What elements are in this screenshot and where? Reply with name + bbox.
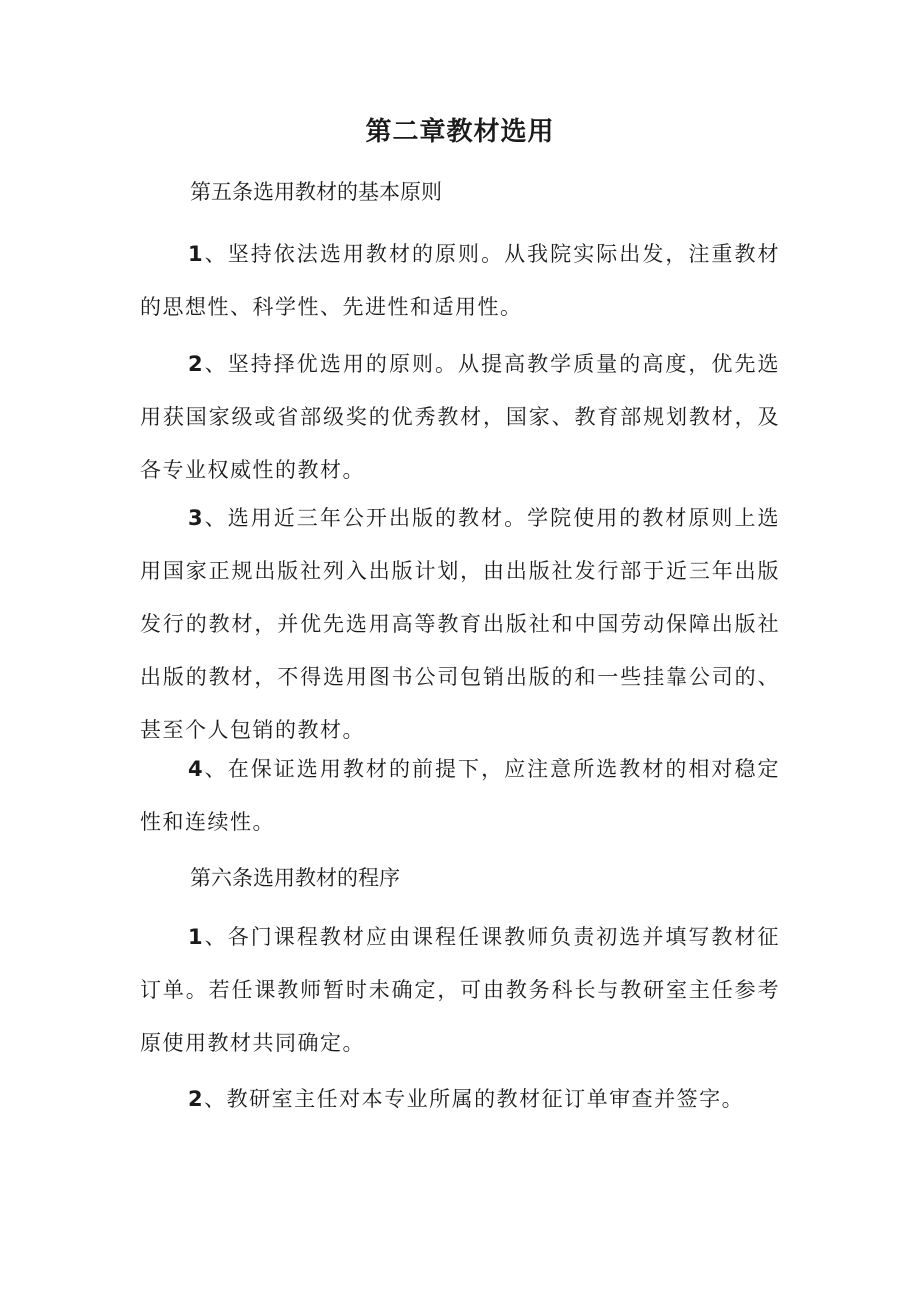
article-5-item-2 — [140, 338, 780, 497]
article-6-item-2 — [140, 1073, 780, 1126]
article-5-item-4 — [140, 743, 780, 849]
item-number: 1 — [188, 925, 205, 949]
article-5-heading: 第五条选用教材的基本原则 — [190, 180, 442, 204]
article-6-item-1 — [140, 911, 780, 1070]
item-number: 4 — [188, 757, 205, 781]
item-text: 、坚持择优选用的原则。从提高教学质量的高度，优先选用获国家级或省部级奖的优秀教材，国家、教育部规划教材，及各专业权威性的教材。 — [140, 352, 780, 482]
article-5-item-1 — [140, 228, 780, 334]
article-6-heading: 第六条选用教材的程序 — [190, 866, 400, 890]
item-number: 1 — [188, 242, 205, 266]
item-text: 、教研室主任对本专业所属的教材征订单审查并签字。 — [204, 1087, 745, 1111]
item-text: 、选用近三年公开出版的教材。学院使用的教材原则上选用国家正规出版社列入出版计划，由出版社发行部于近三年出版发行的教材，并优先选用高等教育出版社和中国劳动保障出版社出版的教材，不得选用图书公司包销出版的和一些挂靠公司的、甚至个人包销的教材。 — [140, 506, 780, 742]
item-number: 3 — [188, 506, 205, 530]
chapter-title: 第二章教材选用 — [365, 117, 555, 147]
item-text: 、在保证选用教材的前提下，应注意所选教材的相对稳定性和连续性。 — [140, 757, 780, 834]
item-text: 、各门课程教材应由课程任课教师负责初选并填写教材征订单。若任课教师暂时未确定，可由教务科长与教研室主任参考原使用教材共同确定。 — [140, 925, 780, 1055]
item-number: 2 — [188, 1087, 205, 1111]
item-text: 、坚持依法选用教材的原则。从我院实际出发，注重教材的思想性、科学性、先进性和适用性。 — [140, 242, 780, 319]
article-5-item-3 — [140, 492, 780, 757]
item-number: 2 — [188, 352, 205, 376]
